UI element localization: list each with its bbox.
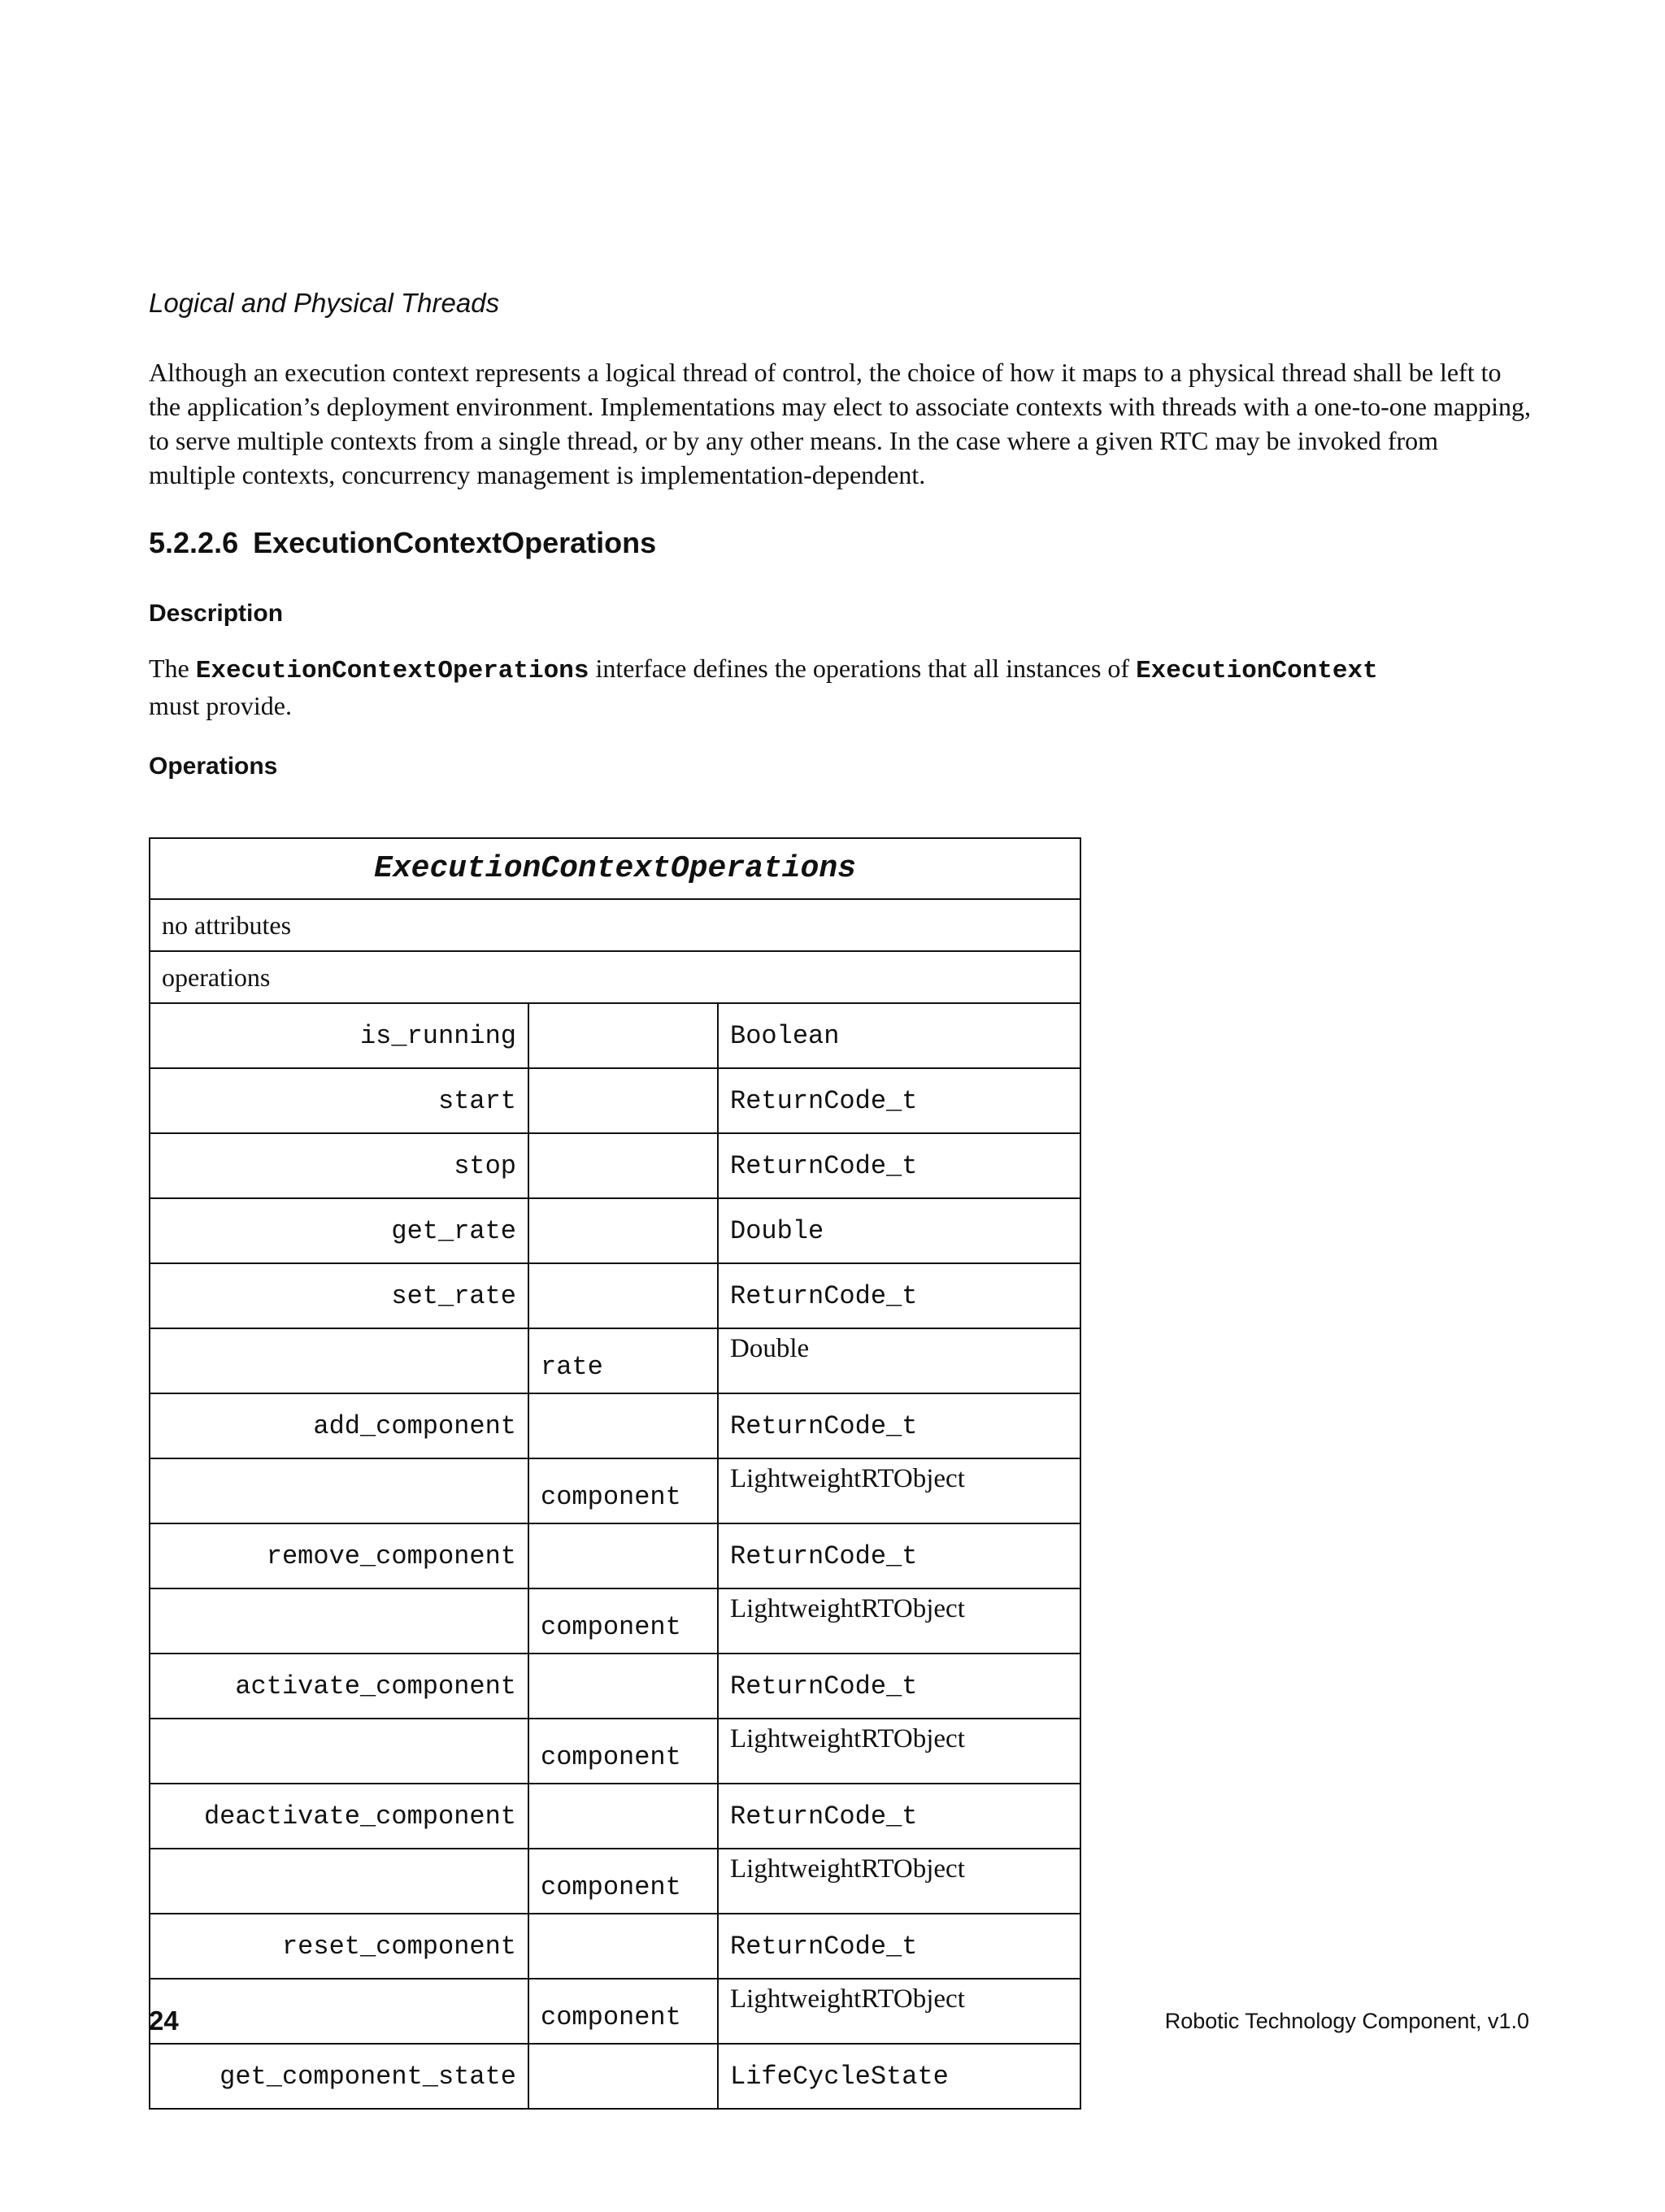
type-cell: ReturnCode_t (718, 1784, 1080, 1849)
section-title: ExecutionContextOperations (253, 526, 657, 559)
table-row (150, 1654, 1080, 1719)
type-cell: LightweightRTObject (718, 1588, 1080, 1654)
description-code-interface: ExecutionContextOperations (195, 657, 589, 685)
operation-name-cell: reset_component (150, 1914, 528, 1979)
type-cell: Double (718, 1328, 1080, 1393)
type-cell: ReturnCode_t (718, 1393, 1080, 1458)
parameter-name-cell (528, 1068, 718, 1133)
type-cell: LightweightRTObject (718, 1458, 1080, 1523)
parameter-name-cell (528, 1393, 718, 1458)
parameter-name-cell (528, 1784, 718, 1849)
operation-name-cell: get_component_state (150, 2044, 528, 2109)
description-code-context: ExecutionContext (1136, 657, 1378, 685)
operation-name-cell: activate_component (150, 1654, 528, 1719)
description-prefix: The (149, 654, 189, 683)
type-cell: Boolean (718, 1003, 1080, 1068)
type-cell: ReturnCode_t (718, 1133, 1080, 1198)
section-heading (149, 525, 656, 561)
operation-name-cell: remove_component (150, 1523, 528, 1588)
table-row (150, 1849, 1080, 1914)
type-cell: LightweightRTObject (718, 1849, 1080, 1914)
table-title: ExecutionContextOperations (150, 838, 1080, 899)
parameter-name-cell (528, 2044, 718, 2109)
parameter-name-cell: component (528, 1588, 718, 1654)
parameter-name-cell (528, 1263, 718, 1328)
table-title-row (150, 838, 1080, 899)
parameter-name-cell (528, 1133, 718, 1198)
paragraph-threads: Although an execution context represents a logical thread of control, the choice of how it maps to a physical thread shall be left to the application’s deployment environment. Implementations may elect to associate contexts with threads with a one-to-one mapping, to serve multiple contexts from a single thread, or by any other means. In the case where a given RTC may be invoked from multiple contexts, concurrency management is implementation-dependent. (149, 358, 1531, 489)
parameter-name-cell: component (528, 1458, 718, 1523)
type-cell: ReturnCode_t (718, 1914, 1080, 1979)
table-row (150, 1523, 1080, 1588)
section-number: 5.2.2.6 (149, 526, 239, 559)
type-cell: ReturnCode_t (718, 1263, 1080, 1328)
operation-name-cell: deactivate_component (150, 1784, 528, 1849)
attributes-cell: no attributes (150, 899, 1080, 951)
table-row (150, 1914, 1080, 1979)
table-row (150, 2044, 1080, 2109)
operation-name-cell (150, 1458, 528, 1523)
parameter-name-cell (528, 1198, 718, 1263)
description-heading: Description (149, 600, 284, 627)
type-cell: ReturnCode_t (718, 1654, 1080, 1719)
parameter-name-cell (528, 1003, 718, 1068)
operation-name-cell (150, 1328, 528, 1393)
table-row (150, 1068, 1080, 1133)
operation-name-cell: set_rate (150, 1263, 528, 1328)
table-row (150, 1979, 1080, 2044)
table-row (150, 1458, 1080, 1523)
parameter-name-cell (528, 1914, 718, 1979)
parameter-name-cell: component (528, 1719, 718, 1784)
document-title: Robotic Technology Component, v1.0 (1164, 2009, 1529, 2033)
description-middle: interface defines the operations that all instances of (595, 654, 1130, 683)
operation-name-cell (150, 1979, 528, 2044)
table-operations-row (150, 951, 1080, 1003)
type-cell: LightweightRTObject (718, 1979, 1080, 2044)
operations-cell: operations (150, 951, 1080, 1003)
table-row (150, 1719, 1080, 1784)
table-row (150, 1588, 1080, 1654)
operation-name-cell (150, 1849, 528, 1914)
operations-heading: Operations (149, 753, 278, 780)
operation-name-cell: stop (150, 1133, 528, 1198)
operation-name-cell: get_rate (150, 1198, 528, 1263)
description-paragraph (149, 651, 1531, 723)
parameter-name-cell: component (528, 1979, 718, 2044)
type-cell: LightweightRTObject (718, 1719, 1080, 1784)
table-row (150, 1003, 1080, 1068)
operation-name-cell (150, 1588, 528, 1654)
type-cell: Double (718, 1198, 1080, 1263)
table-row (150, 1133, 1080, 1198)
type-cell: LifeCycleState (718, 2044, 1080, 2109)
operation-name-cell (150, 1719, 528, 1784)
parameter-name-cell: rate (528, 1328, 718, 1393)
table-row (150, 1328, 1080, 1393)
table-row (150, 1393, 1080, 1458)
table-attributes-row (150, 899, 1080, 951)
subsection-title: Logical and Physical Threads (149, 288, 500, 318)
table-row (150, 1263, 1080, 1328)
operation-name-cell: start (150, 1068, 528, 1133)
parameter-name-cell: component (528, 1849, 718, 1914)
operations-table (149, 837, 1081, 2110)
description-suffix: must provide. (149, 691, 292, 720)
type-cell: ReturnCode_t (718, 1523, 1080, 1588)
parameter-name-cell (528, 1523, 718, 1588)
operation-name-cell: is_running (150, 1003, 528, 1068)
page-number: 24 (149, 2006, 179, 2036)
operation-name-cell: add_component (150, 1393, 528, 1458)
table-row (150, 1784, 1080, 1849)
parameter-name-cell (528, 1654, 718, 1719)
type-cell: ReturnCode_t (718, 1068, 1080, 1133)
table-row (150, 1198, 1080, 1263)
